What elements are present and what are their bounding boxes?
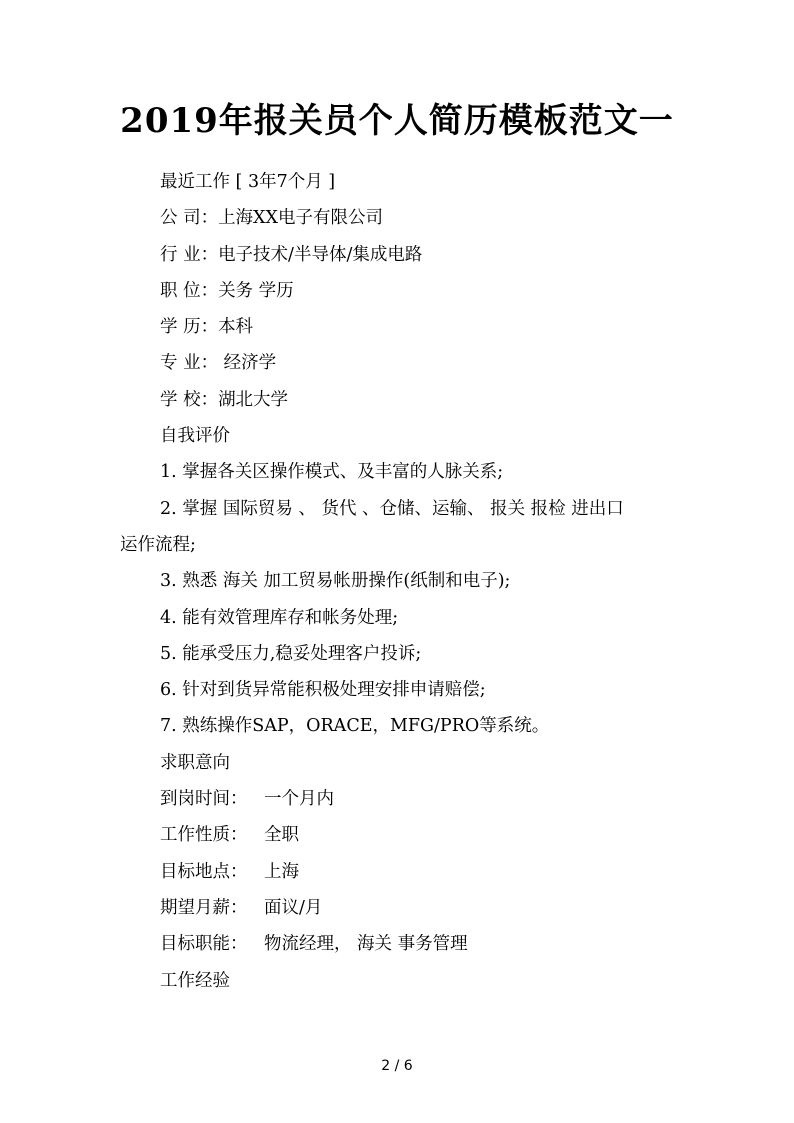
job-intent-heading: 求职意向	[160, 752, 230, 773]
job-intent-row	[120, 890, 680, 926]
school-line: 学 校：湖北大学	[160, 389, 289, 410]
job-intent-label: 期望月薪：	[160, 897, 248, 918]
job-intent-label: 到岗时间：	[160, 789, 248, 810]
document-title: 2019年报关员个人简历模板范文一	[120, 101, 674, 141]
education-line: 学 历：本科	[160, 317, 254, 338]
industry-line: 行 业：电子技术/半导体/集成电路	[160, 244, 423, 265]
self-eval-item-6: 6. 针对到货异常能积极处理安排申请赔偿;	[160, 680, 486, 701]
job-intent-value: 一个月内	[264, 789, 334, 810]
job-intent-value: 上海	[264, 861, 299, 882]
self-eval-item-2-continued: 运作流程;	[120, 534, 196, 555]
company-line: 公 司：上海XX电子有限公司	[160, 208, 383, 229]
job-intent-label: 工作性质：	[160, 825, 248, 846]
major-line: 专 业： 经济学	[160, 353, 277, 374]
job-intent-label: 目标职能：	[160, 934, 248, 955]
position-line: 职 位：关务 学历	[160, 280, 294, 301]
self-eval-item-2: 2. 掌握 国际贸易 、 货代 、仓储、运输、 报关 报检 进出口	[160, 498, 624, 519]
self-eval-item-5: 5. 能承受压力,稳妥处理客户投诉;	[160, 643, 422, 664]
self-eval-item-1: 1. 掌握各关区操作模式、及丰富的人脉关系;	[160, 462, 504, 483]
self-eval-item-7: 7. 熟练操作SAP，ORACE，MFG/PRO等系统。	[160, 716, 550, 737]
self-eval-heading: 自我评价	[160, 426, 230, 447]
job-intent-row	[120, 817, 680, 853]
work-experience-heading: 工作经验	[160, 970, 230, 991]
job-intent-row	[120, 854, 680, 890]
job-intent-value: 面议/月	[264, 897, 323, 918]
job-intent-label: 目标地点：	[160, 861, 248, 882]
job-intent-value: 全职	[264, 825, 299, 846]
self-eval-item-3: 3. 熟悉 海关 加工贸易帐册操作(纸制和电子);	[160, 571, 511, 592]
job-intent-value: 物流经理， 海关 事务管理	[264, 934, 468, 955]
page-number: 2 / 6	[381, 1058, 413, 1074]
job-intent-row	[120, 781, 680, 817]
self-eval-item-4: 4. 能有效管理库存和帐务处理;	[160, 607, 399, 628]
recent-work-line: 最近工作 [ 3年7个月 ]	[160, 172, 336, 192]
job-intent-row	[120, 926, 680, 962]
document-body	[120, 164, 680, 999]
